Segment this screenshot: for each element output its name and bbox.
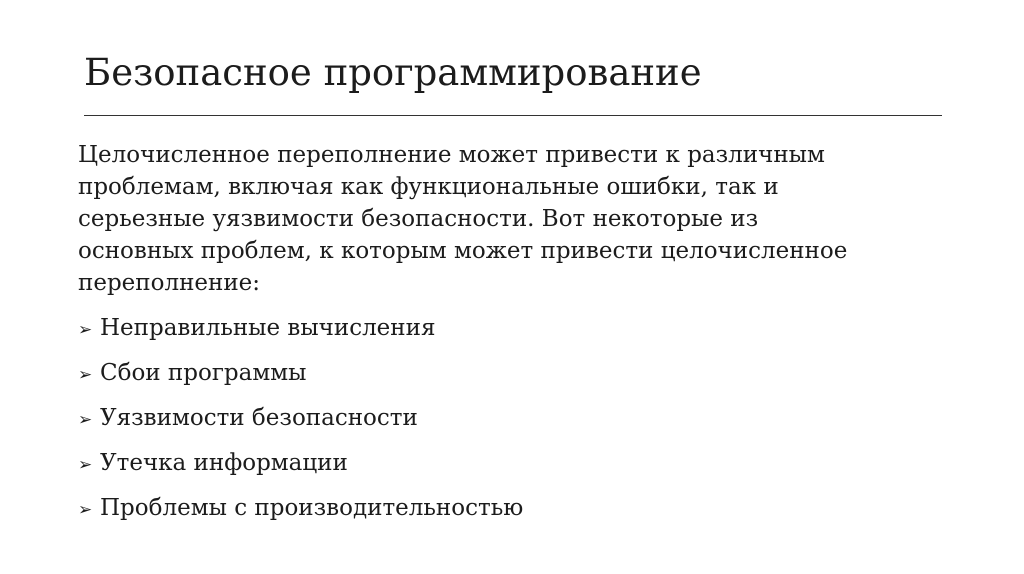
arrow-bullet-icon: ➢ [78,410,93,430]
bullet-text: Утечка информации [100,450,348,476]
bullet-text: Сбои программы [100,360,307,386]
bullet-text: Неправильные вычисления [100,315,436,341]
bullet-item [78,352,958,397]
arrow-bullet-icon: ➢ [78,455,93,475]
slide-title: Безопасное программирование [84,51,702,94]
arrow-bullet-icon: ➢ [78,500,93,520]
slide-body [78,139,958,532]
bullet-item [78,442,958,487]
bullet-text: Проблемы с производительностью [100,495,524,521]
bullet-item [78,307,958,352]
bullet-item [78,397,958,442]
arrow-bullet-icon: ➢ [78,365,93,385]
bullet-list [78,307,958,532]
title-divider [84,115,942,116]
intro-paragraph: Целочисленное переполнение может привести к различным проблемам, включая как функциональные ошибки, так и серьезные уязвимости безопасности. Вот некоторые из основных проблем, к которым может привести целочисленное переполнение: [78,142,848,296]
bullet-text: Уязвимости безопасности [100,405,418,431]
arrow-bullet-icon: ➢ [78,320,93,340]
bullet-item [78,487,958,532]
